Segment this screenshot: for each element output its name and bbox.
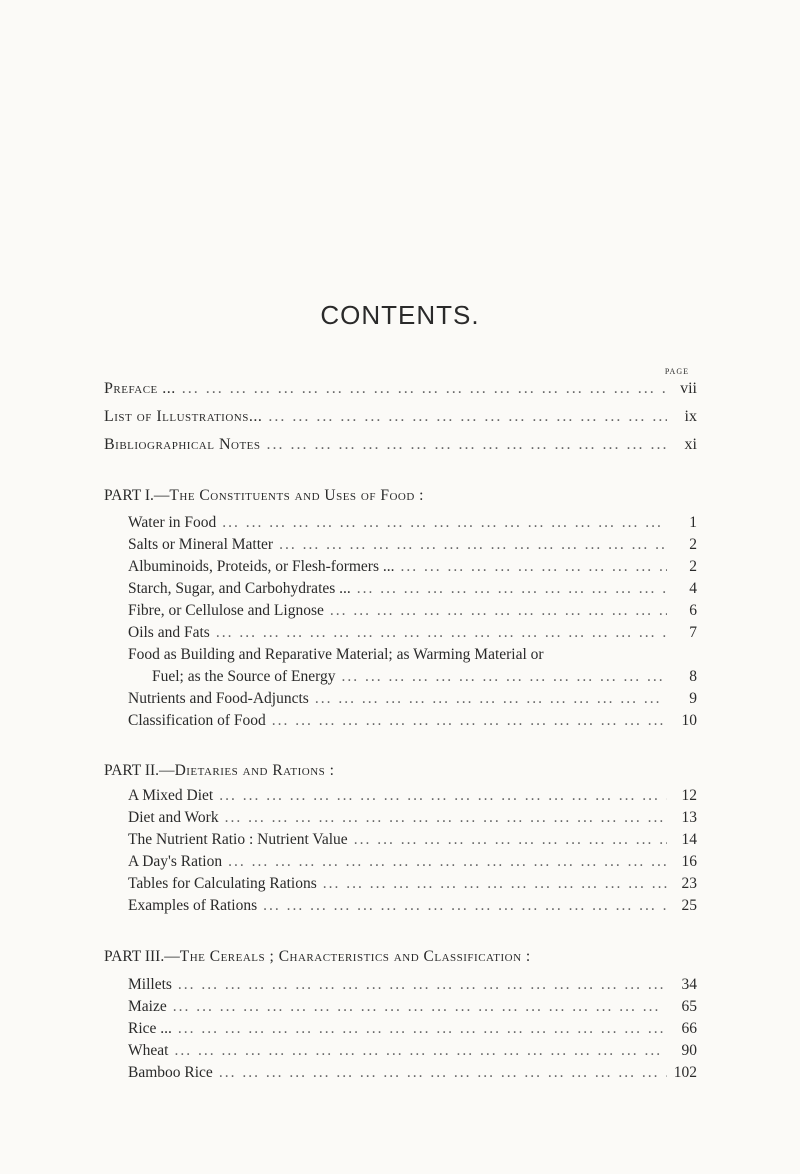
toc-page-number: xi: [684, 436, 697, 453]
toc-entry-label: Examples of Rations: [128, 897, 258, 914]
leader-dots: [178, 974, 667, 996]
part-heading-text: Dietaries and Rations :: [174, 762, 335, 779]
toc-entry[interactable]: [128, 1040, 697, 1062]
leader-dots: [268, 406, 667, 428]
toc-entry[interactable]: [128, 785, 697, 807]
page-title: CONTENTS.: [320, 300, 480, 330]
toc-entry-label: Nutrients and Food-Adjuncts: [128, 690, 309, 707]
toc-entry-label: List of Illustrations...: [104, 408, 263, 425]
leader-dots: [263, 895, 667, 917]
toc-page-number: 23: [681, 875, 697, 892]
part-heading-text: The Constituents and Uses of Food :: [169, 487, 424, 504]
toc-entry-label: Tables for Calculating Rations: [128, 875, 317, 892]
leader-dots: [216, 622, 667, 644]
toc-entry-label: The Nutrient Ratio : Nutrient Value: [128, 831, 348, 848]
toc-entry[interactable]: [128, 600, 697, 622]
toc-entry-label: Diet and Work: [128, 809, 219, 826]
toc-entry[interactable]: [128, 578, 697, 600]
toc-page-number: 4: [689, 580, 697, 597]
toc-entry[interactable]: [128, 996, 697, 1018]
toc-entry-list-of-illustrations[interactable]: [104, 406, 697, 428]
toc-page-number: 16: [681, 853, 697, 870]
leader-dots: [342, 666, 667, 688]
toc-page-number: ix: [684, 408, 697, 425]
toc-entry-bibliographical-notes[interactable]: [104, 434, 697, 456]
toc-page-number: 8: [689, 668, 697, 685]
toc-page-number: 12: [681, 787, 697, 804]
leader-dots: [219, 785, 667, 807]
toc-entry[interactable]: [128, 807, 697, 829]
toc-entry-label: Oils and Fats: [128, 624, 210, 641]
toc-page-number: 7: [689, 624, 697, 641]
part-heading-3: [104, 946, 531, 968]
toc-entry-label: A Mixed Diet: [128, 787, 214, 804]
toc-entry-label: Classification of Food: [128, 712, 266, 729]
part-heading-prefix: PART III.—: [104, 948, 180, 965]
part-heading-1: [104, 485, 424, 507]
toc-entry[interactable]: [128, 851, 697, 873]
leader-dots: [354, 829, 667, 851]
leader-dots: [279, 534, 667, 556]
toc-page-number: 10: [681, 712, 697, 729]
leader-dots: [330, 600, 667, 622]
part-heading-prefix: PART II.—: [104, 762, 175, 779]
toc-page-number: 13: [681, 809, 697, 826]
toc-entry[interactable]: [128, 895, 697, 917]
toc-entry-preface[interactable]: [104, 378, 697, 400]
toc-entry-label: Fibre, or Cellulose and Lignose: [128, 602, 324, 619]
toc-entry-label: Bibliographical Notes: [104, 436, 261, 453]
toc-entry[interactable]: [128, 556, 697, 578]
toc-page-number: vii: [680, 380, 697, 397]
leader-dots: [174, 1040, 667, 1062]
leader-dots: [182, 378, 667, 400]
toc-entry-label: Millets: [128, 976, 172, 993]
toc-page-number: 34: [681, 976, 697, 993]
toc-page-number: 2: [689, 558, 697, 575]
toc-page-number: 90: [681, 1042, 697, 1059]
toc-page-number: 25: [681, 897, 697, 914]
leader-dots: [225, 807, 667, 829]
leader-dots: [401, 556, 668, 578]
toc-entry-multiline-first[interactable]: [128, 644, 697, 666]
toc-entry-label: Rice ...: [128, 1020, 172, 1037]
toc-page-number: 14: [681, 831, 697, 848]
toc-entry-multiline-second[interactable]: [152, 666, 697, 688]
toc-page-number: 66: [681, 1020, 697, 1037]
toc-entry-label: Wheat: [128, 1042, 169, 1059]
toc-entry-label: Bamboo Rice: [128, 1064, 213, 1081]
toc-page-number: 102: [673, 1064, 697, 1081]
toc-entry[interactable]: [128, 1062, 697, 1084]
part-heading-2: [104, 760, 334, 782]
toc-entry-label: Starch, Sugar, and Carbohydrates ...: [128, 580, 351, 597]
leader-dots: [222, 512, 667, 534]
toc-entry[interactable]: [128, 1018, 697, 1040]
toc-page-number: 2: [689, 536, 697, 553]
leader-dots: [315, 688, 667, 710]
toc-entry-label: Albuminoids, Proteids, or Flesh-formers ...: [128, 558, 395, 575]
toc-entry[interactable]: [128, 534, 697, 556]
toc-entry[interactable]: [128, 710, 697, 732]
page-column-heading: PAGE: [664, 367, 689, 376]
leader-dots: [323, 873, 667, 895]
toc-entry-label: Preface ...: [104, 380, 176, 397]
toc-entry-label: A Day's Ration: [128, 853, 223, 870]
toc-entry-label: Fuel; as the Source of Energy: [152, 668, 336, 685]
toc-page-number: 6: [689, 602, 697, 619]
leader-dots: [219, 1062, 667, 1084]
toc-entry[interactable]: [128, 622, 697, 644]
toc-entry-label: Water in Food: [128, 514, 217, 531]
toc-entry-label: Maize: [128, 998, 167, 1015]
toc-page-number: 9: [689, 690, 697, 707]
part-heading-text: The Cereals ; Characteristics and Classification :: [179, 948, 531, 965]
leader-dots: [228, 851, 667, 873]
toc-page-number: 65: [681, 998, 697, 1015]
leader-dots: [178, 1018, 667, 1040]
leader-dots: [267, 434, 667, 456]
toc-entry-label: Salts or Mineral Matter: [128, 536, 274, 553]
toc-entry[interactable]: [128, 688, 697, 710]
toc-entry[interactable]: [128, 512, 697, 534]
leader-dots: [173, 996, 667, 1018]
toc-entry-label: Food as Building and Reparative Material; as Warming Material or: [128, 646, 544, 663]
leader-dots: [357, 578, 667, 600]
part-heading-prefix: PART I.—: [104, 487, 170, 504]
toc-entry[interactable]: [128, 873, 697, 895]
toc-entry[interactable]: [128, 829, 697, 851]
toc-entry[interactable]: [128, 974, 697, 996]
leader-dots: [272, 710, 667, 732]
toc-page-number: 1: [689, 514, 697, 531]
